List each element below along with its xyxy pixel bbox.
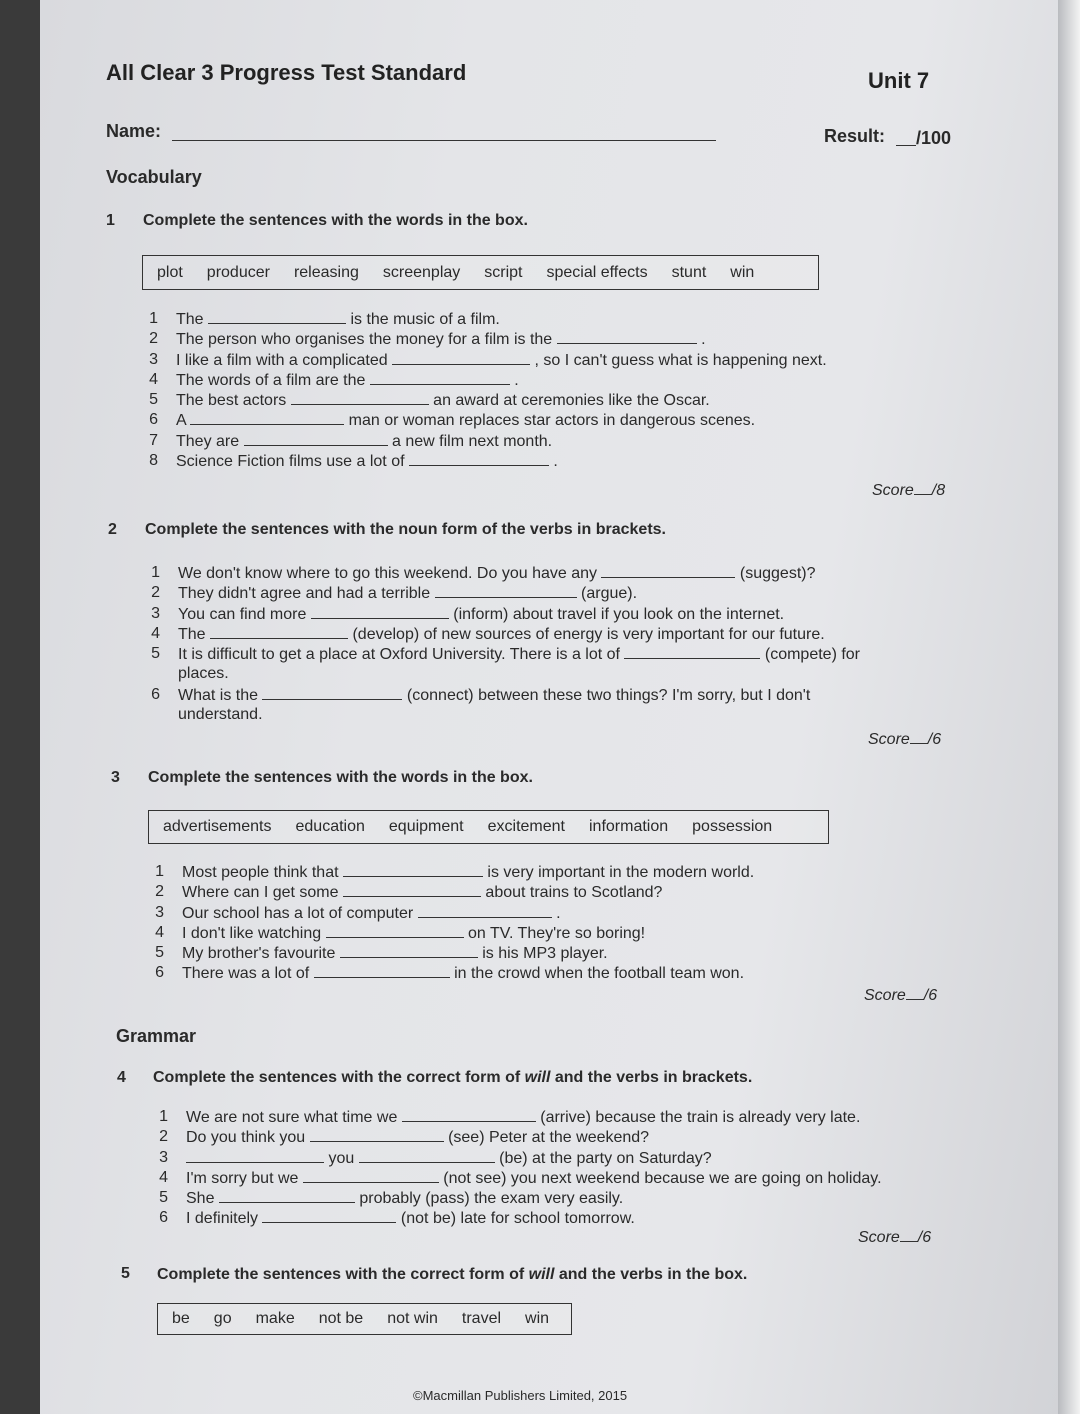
item-text: (compete) for: [760, 646, 861, 664]
item-number: 2: [155, 883, 164, 901]
exercise-3-instruction: Complete the sentences with the words in the box.: [148, 769, 533, 786]
score-label: Score: [864, 987, 906, 1004]
item-number: 6: [151, 685, 160, 703]
list-item: [142, 563, 942, 583]
exercise-4-list: [150, 1107, 950, 1229]
item-text: It is difficult to get a place at Oxford University. There is a lot of: [178, 646, 625, 664]
item-sentence: [176, 390, 710, 411]
item-number: 4: [151, 624, 160, 642]
item-number: 4: [149, 370, 158, 388]
score-blank[interactable]: [900, 1227, 918, 1242]
exercise-4-score: [858, 1227, 931, 1247]
list-item: [150, 1168, 950, 1188]
answer-blank[interactable]: [262, 1208, 396, 1223]
item-text: places.: [178, 665, 229, 683]
exercise-4-number: 4: [117, 1069, 126, 1086]
score-total: /8: [931, 482, 946, 499]
item-text: I don't like watching: [182, 924, 326, 942]
list-item: [140, 390, 940, 410]
item-sentence: [176, 431, 552, 452]
item-text: you: [324, 1149, 359, 1167]
answer-blank[interactable]: [244, 431, 388, 446]
exercise-5-number: 5: [121, 1265, 130, 1282]
item-text: .: [548, 453, 558, 471]
item-number: 1: [149, 310, 158, 327]
item-text: .: [551, 904, 561, 922]
item-sentence: [186, 1148, 712, 1169]
answer-blank[interactable]: [392, 350, 530, 365]
score-blank[interactable]: [914, 480, 932, 495]
item-text: (inform) about travel if you look on the internet.: [448, 605, 785, 623]
box-word: education: [295, 818, 365, 835]
list-item: [146, 862, 946, 882]
answer-blank[interactable]: [624, 644, 760, 659]
list-item: [142, 685, 942, 705]
item-sentence: [182, 943, 608, 964]
exercise-5-word-box: [157, 1303, 572, 1335]
list-item-continuation: [142, 705, 942, 725]
item-number: 4: [159, 1168, 168, 1186]
item-text: understand.: [178, 706, 263, 724]
exercise-3-list: [146, 862, 946, 984]
item-text: about trains to Scotland?: [480, 884, 663, 902]
item-sentence: [176, 410, 755, 431]
box-word: go: [213, 1310, 232, 1327]
item-sentence: [178, 604, 784, 625]
list-item: [140, 329, 940, 349]
item-sentence: [186, 1127, 649, 1148]
list-item: [146, 943, 946, 963]
name-field[interactable]: [172, 140, 716, 141]
box-word: special effects: [546, 263, 648, 281]
item-sentence: [178, 583, 637, 604]
item-text: (connect) between these two things? I'm sorry, but I don't: [402, 686, 811, 704]
item-text: is the music of a film.: [346, 311, 500, 328]
section-grammar: Grammar: [116, 1026, 197, 1046]
exercise-3-number: 3: [111, 769, 120, 786]
item-number: 3: [159, 1148, 168, 1166]
item-text: a new film next month.: [387, 432, 553, 450]
item-number: 2: [149, 330, 158, 348]
answer-blank[interactable]: [418, 903, 552, 918]
item-text: (arrive) because the train is already very late.: [535, 1109, 861, 1126]
item-sentence: [182, 882, 662, 903]
item-text: The words of a film are the: [176, 371, 370, 389]
answer-blank[interactable]: [557, 329, 697, 344]
score-total: /6: [923, 987, 938, 1004]
item-text: is very important in the modern world.: [482, 864, 755, 881]
item-text: Science Fiction films use a lot of: [176, 453, 409, 471]
item-number: 4: [155, 923, 164, 941]
list-item: [150, 1148, 950, 1168]
answer-blank[interactable]: [262, 685, 402, 700]
item-text: They didn't agree and had a terrible: [178, 585, 435, 603]
item-text: .: [696, 331, 706, 349]
item-text: There was a lot of: [182, 965, 314, 983]
list-item: [142, 624, 942, 644]
answer-blank[interactable]: [370, 370, 510, 385]
item-sentence: [176, 329, 706, 350]
answer-blank[interactable]: [409, 451, 549, 466]
list-item: [150, 1188, 950, 1208]
box-word: make: [255, 1310, 295, 1327]
item-number: 2: [159, 1128, 168, 1146]
list-item: [150, 1107, 950, 1127]
answer-blank[interactable]: [601, 563, 735, 578]
box-word: producer: [206, 263, 270, 281]
item-number: 6: [159, 1209, 168, 1227]
score-label: Score: [868, 731, 910, 748]
list-item: [150, 1127, 950, 1147]
item-number: 6: [149, 411, 158, 429]
list-item: [146, 923, 946, 943]
item-sentence: [178, 563, 816, 584]
exercise-3-score: [864, 985, 937, 1005]
item-text: The person who organises the money for a film is the: [176, 331, 557, 349]
item-number: 5: [159, 1189, 168, 1207]
score-total: /6: [927, 731, 942, 748]
box-word: not be: [318, 1310, 364, 1327]
item-number: 3: [151, 604, 160, 622]
item-number: 1: [155, 863, 164, 880]
section-vocabulary: Vocabulary: [106, 167, 202, 187]
box-word: stunt: [671, 263, 707, 281]
item-text: on TV. They're so boring!: [463, 924, 646, 942]
item-text: (not see) you next weekend because we are going on holiday.: [438, 1169, 882, 1187]
instruction-emphasis: will: [524, 1069, 551, 1086]
item-sentence: [176, 350, 827, 371]
exercise-3-word-box: [148, 810, 829, 844]
item-sentence: [178, 644, 860, 665]
score-blank[interactable]: [906, 985, 924, 1000]
answer-blank[interactable]: [190, 410, 344, 425]
item-number: 6: [155, 964, 164, 982]
instruction-part: Complete the sentences with the correct form of: [153, 1069, 525, 1086]
list-item: [146, 903, 946, 923]
box-word: win: [730, 263, 755, 281]
answer-blank[interactable]: [343, 882, 481, 897]
item-text: man or woman replaces star actors in dangerous scenes.: [344, 412, 756, 430]
item-text: What is the: [178, 686, 263, 704]
item-text: I'm sorry but we: [186, 1169, 303, 1187]
list-item: [142, 583, 942, 603]
answer-blank[interactable]: [340, 943, 478, 958]
box-word: be: [172, 1310, 190, 1327]
list-item: [140, 350, 940, 370]
exercise-1-score: [872, 480, 945, 500]
list-item-continuation: [142, 664, 942, 684]
item-sentence: [182, 923, 645, 944]
score-label: Score: [872, 482, 914, 499]
score-label: Score: [858, 1229, 900, 1246]
item-sentence: [186, 1208, 635, 1229]
list-item: [140, 370, 940, 390]
box-word: releasing: [293, 263, 359, 281]
box-word: script: [484, 263, 523, 281]
item-text: , so I can't guess what is happening next.: [530, 351, 827, 369]
answer-blank[interactable]: [291, 390, 429, 405]
list-item: [142, 604, 942, 624]
item-text: We don't know where to go this weekend. Do you have any: [178, 565, 602, 582]
answer-blank[interactable]: [314, 963, 450, 978]
answer-blank[interactable]: [311, 604, 449, 619]
box-word: information: [588, 818, 669, 835]
instruction-part: Complete the sentences with the correct form of: [157, 1266, 529, 1283]
item-sentence: [178, 624, 825, 645]
item-text: Our school has a lot of computer: [182, 904, 418, 922]
item-text: They are: [176, 432, 244, 450]
item-text: The: [176, 311, 209, 328]
item-text: an award at ceremonies like the Oscar.: [428, 392, 710, 410]
item-text: She: [186, 1190, 219, 1208]
item-number: 2: [151, 584, 160, 602]
answer-blank[interactable]: [402, 1107, 536, 1122]
list-item: [140, 309, 940, 329]
item-sentence: [182, 862, 754, 883]
box-word: possession: [692, 818, 773, 835]
item-text: Most people think that: [182, 864, 343, 881]
exercise-2-instruction: Complete the sentences with the noun form of the verbs in brackets.: [145, 521, 666, 538]
item-number: 1: [159, 1108, 168, 1125]
exercise-1-word-box: [142, 255, 819, 290]
answer-blank[interactable]: [435, 583, 577, 598]
instruction-part: and the verbs in brackets.: [550, 1069, 753, 1086]
list-item: [146, 963, 946, 983]
item-text: (develop) of new sources of energy is very important for our future.: [348, 625, 825, 643]
score-blank[interactable]: [910, 729, 928, 744]
box-word: not win: [387, 1310, 438, 1327]
copyright-footer: ©Macmillan Publishers Limited, 2015: [413, 1388, 628, 1403]
answer-blank[interactable]: [326, 923, 464, 938]
result-field[interactable]: [896, 145, 916, 146]
box-word: screenplay: [382, 263, 461, 281]
item-text: Do you think you: [186, 1129, 310, 1147]
item-text: .: [509, 371, 519, 389]
list-item: [150, 1208, 950, 1228]
list-item: [146, 882, 946, 902]
item-sentence: [182, 903, 561, 924]
item-number: 3: [149, 350, 158, 368]
item-text: in the crowd when the football team won.: [449, 965, 745, 983]
score-total: /6: [917, 1229, 932, 1246]
exercise-4-instruction: [153, 1069, 752, 1087]
box-word: equipment: [388, 818, 464, 835]
item-number: 5: [155, 944, 164, 962]
exercise-1-instruction: Complete the sentences with the words in the box.: [143, 212, 528, 229]
box-word: plot: [157, 263, 183, 281]
item-number: 3: [155, 903, 164, 921]
list-item: [140, 451, 940, 471]
item-sentence: [186, 1107, 860, 1128]
answer-blank[interactable]: [303, 1168, 439, 1183]
list-item: [140, 431, 940, 451]
item-text: (be) at the party on Saturday?: [494, 1149, 712, 1167]
exercise-2-list: [142, 563, 942, 725]
item-sentence: [178, 685, 810, 706]
item-text: Where can I get some: [182, 884, 343, 902]
exercise-1-list: [140, 309, 940, 471]
answer-blank[interactable]: [343, 862, 483, 877]
answer-blank[interactable]: [208, 309, 346, 324]
answer-blank[interactable]: [359, 1148, 495, 1163]
box-word: travel: [461, 1310, 502, 1327]
exercise-2-number: 2: [108, 521, 117, 538]
unit-label: Unit 7: [868, 68, 930, 93]
answer-blank[interactable]: [219, 1188, 355, 1203]
exercise-1-number: 1: [106, 212, 115, 229]
item-text: I like a film with a complicated: [176, 351, 393, 369]
answer-blank[interactable]: [210, 624, 348, 639]
item-text: is his MP3 player.: [477, 945, 608, 963]
test-title: All Clear 3 Progress Test Standard: [106, 60, 467, 85]
paper-edge: [1058, 0, 1080, 1414]
result-label: Result:: [824, 126, 886, 146]
name-label: Name:: [106, 121, 162, 141]
exercise-5-instruction: [157, 1266, 747, 1284]
item-text: (argue).: [576, 585, 638, 603]
item-text: A: [176, 412, 191, 430]
item-text: (suggest)?: [735, 565, 816, 582]
item-number: 8: [149, 452, 158, 470]
item-text: probably (pass) the exam very easily.: [354, 1190, 624, 1208]
item-text: (not be) late for school tomorrow.: [396, 1210, 635, 1228]
box-word: win: [525, 1310, 550, 1327]
item-text: We are not sure what time we: [186, 1109, 402, 1126]
answer-blank[interactable]: [186, 1148, 324, 1163]
item-number: 5: [151, 645, 160, 663]
item-text: The best actors: [176, 392, 291, 410]
result-total: /100: [916, 128, 952, 148]
item-sentence: [182, 963, 744, 984]
item-number: 7: [149, 431, 158, 449]
item-text: (see) Peter at the weekend?: [443, 1129, 650, 1147]
item-number: 5: [149, 391, 158, 409]
item-sentence: [186, 1168, 882, 1189]
instruction-part: and the verbs in the box.: [554, 1266, 748, 1283]
item-text: The: [178, 625, 211, 643]
item-number: 1: [151, 564, 160, 581]
box-word: excitement: [487, 818, 565, 835]
answer-blank[interactable]: [310, 1127, 444, 1142]
item-sentence: [186, 1188, 623, 1209]
list-item: [142, 644, 942, 664]
item-sentence: [176, 370, 519, 391]
box-word: advertisements: [163, 818, 272, 835]
item-text: I definitely: [186, 1210, 263, 1228]
item-text: You can find more: [178, 605, 311, 623]
item-text: My brother's favourite: [182, 945, 340, 963]
exercise-2-score: [868, 729, 941, 749]
instruction-emphasis: will: [528, 1266, 555, 1283]
list-item: [140, 410, 940, 430]
item-sentence: [176, 451, 558, 472]
item-sentence: [176, 309, 500, 330]
